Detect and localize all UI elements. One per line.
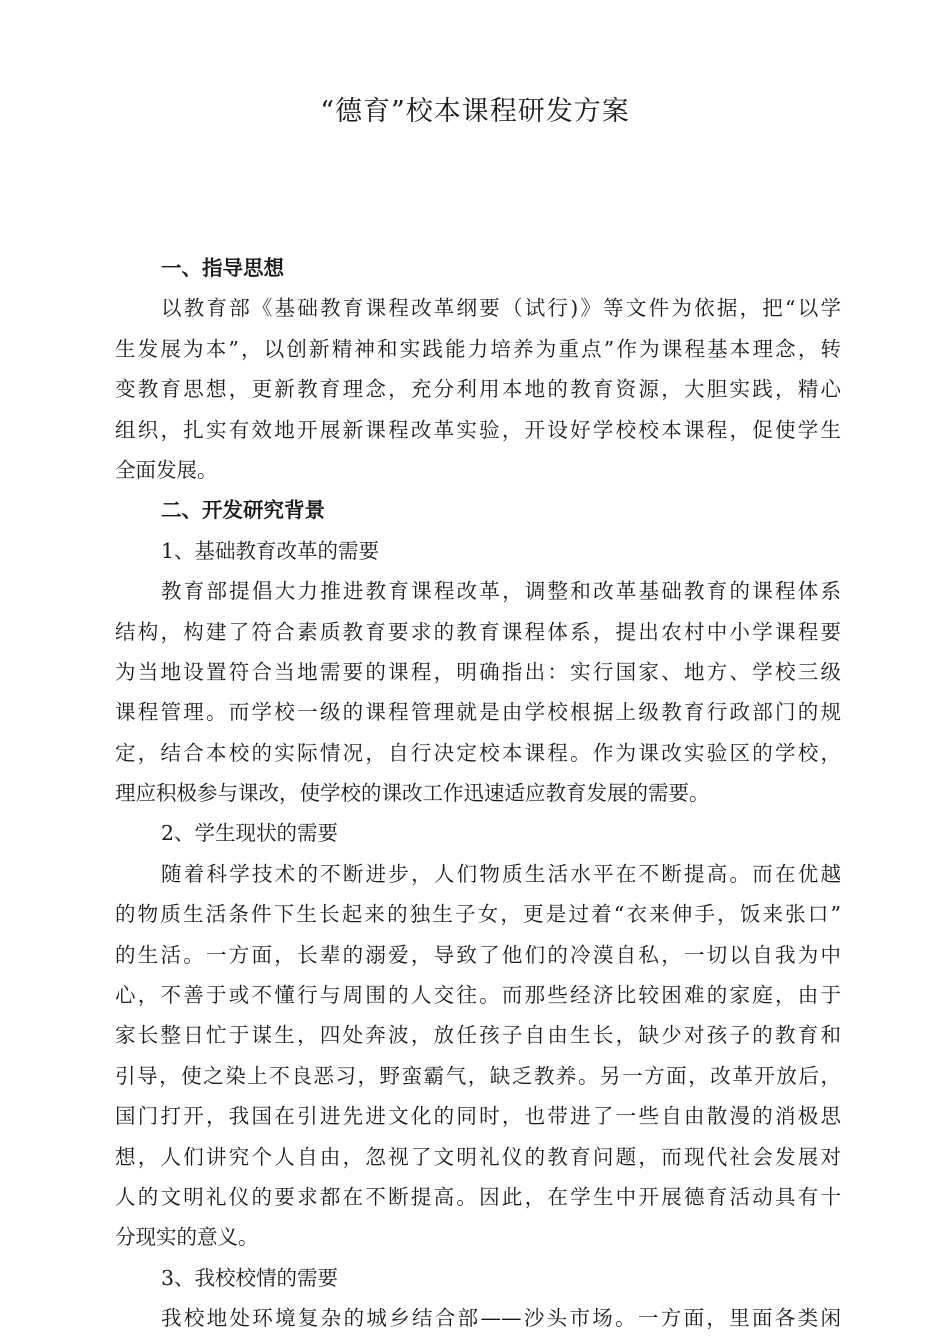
- section-heading-guiding-ideology: 一、指导思想: [161, 256, 284, 280]
- text-line: 生发展为本”，以创新精神和实践能力培养为重点”作为课程基本理念，转: [115, 336, 841, 361]
- text-line: 引导，使之染上不良恶习，野蛮霸气，缺乏教养。另一方面，改革开放后，: [115, 1063, 841, 1088]
- text-line: 定，结合本校的实际情况，自行决定校本课程。作为课改实验区的学校，: [115, 740, 841, 765]
- paragraph-guiding-ideology: [115, 288, 841, 490]
- text-line: 全面发展。: [115, 457, 218, 482]
- text-line: 结构，构建了符合素质教育要求的教育课程体系，提出农村中小学课程要: [115, 619, 841, 644]
- text-line: 心，不善于或不懂行与周围的人交往。而那些经济比较困难的家庭，由于: [115, 983, 841, 1008]
- text-line: 的物质生活条件下生长起来的独生子女，更是过着“衣来伸手，饭来张口”: [115, 902, 841, 927]
- paragraph-school-situation: [115, 1298, 841, 1338]
- text-line: 为当地设置符合当地需要的课程，明确指出：实行国家、地方、学校三级: [115, 659, 841, 684]
- text-line: 课程管理。而学校一级的课程管理就是由学校根据上级教育行政部门的规: [115, 700, 841, 725]
- text-line: 组织，扎实有效地开展新课程改革实验，开设好学校校本课程，促使学生: [115, 417, 841, 442]
- section-heading-background: 二、开发研究背景: [161, 498, 325, 523]
- document-body: [115, 248, 841, 1339]
- text-line: 我校地处环境复杂的城乡结合部——沙头市场。一方面，里面各类闲: [161, 1306, 841, 1331]
- paragraph-student-status: [115, 854, 841, 1258]
- text-line: 理应积极参与课改，使学校的课改工作迅速适应教育发展的需要。: [115, 781, 710, 806]
- subsection-heading-school-situation: 3、我校校情的需要: [161, 1265, 339, 1290]
- text-line: 想，人们讲究个人自由，忽视了文明礼仪的教育问题，而现代社会发展对: [115, 1144, 841, 1169]
- text-line: 随着科学技术的不断进步，人们物质生活水平在不断提高。而在优越: [161, 861, 841, 886]
- text-line: 教育部提倡大力推进教育课程改革，调整和改革基础教育的课程体系: [161, 579, 841, 604]
- subsection-heading-reform: 1、基础教育改革的需要: [161, 538, 380, 563]
- subsection-heading-student-status: 2、学生现状的需要: [161, 821, 339, 846]
- paragraph-reform: [115, 571, 841, 813]
- document-title: “德育”校本课程研发方案: [320, 96, 630, 127]
- text-line: 分现实的意义。: [115, 1225, 259, 1250]
- text-line: 变教育思想，更新教育理念，充分利用本地的教育资源，大胆实践，精心: [115, 377, 841, 402]
- text-line: 以教育部《基础教育课程改革纲要（试行)》等文件为依据，把“以学: [161, 296, 841, 321]
- text-line: 的生活。一方面，长辈的溺爱，导致了他们的冷漠自私，一切以自我为中: [115, 942, 841, 967]
- text-line: 家长整日忙于谋生，四处奔波，放任孩子自由生长，缺少对孩子的教育和: [115, 1023, 841, 1048]
- text-line: 国门打开，我国在引进先进文化的同时，也带进了一些自由散漫的消极思: [115, 1104, 841, 1129]
- text-line: 人的文明礼仪的要求都在不断提高。因此，在学生中开展德育活动具有十: [115, 1184, 841, 1209]
